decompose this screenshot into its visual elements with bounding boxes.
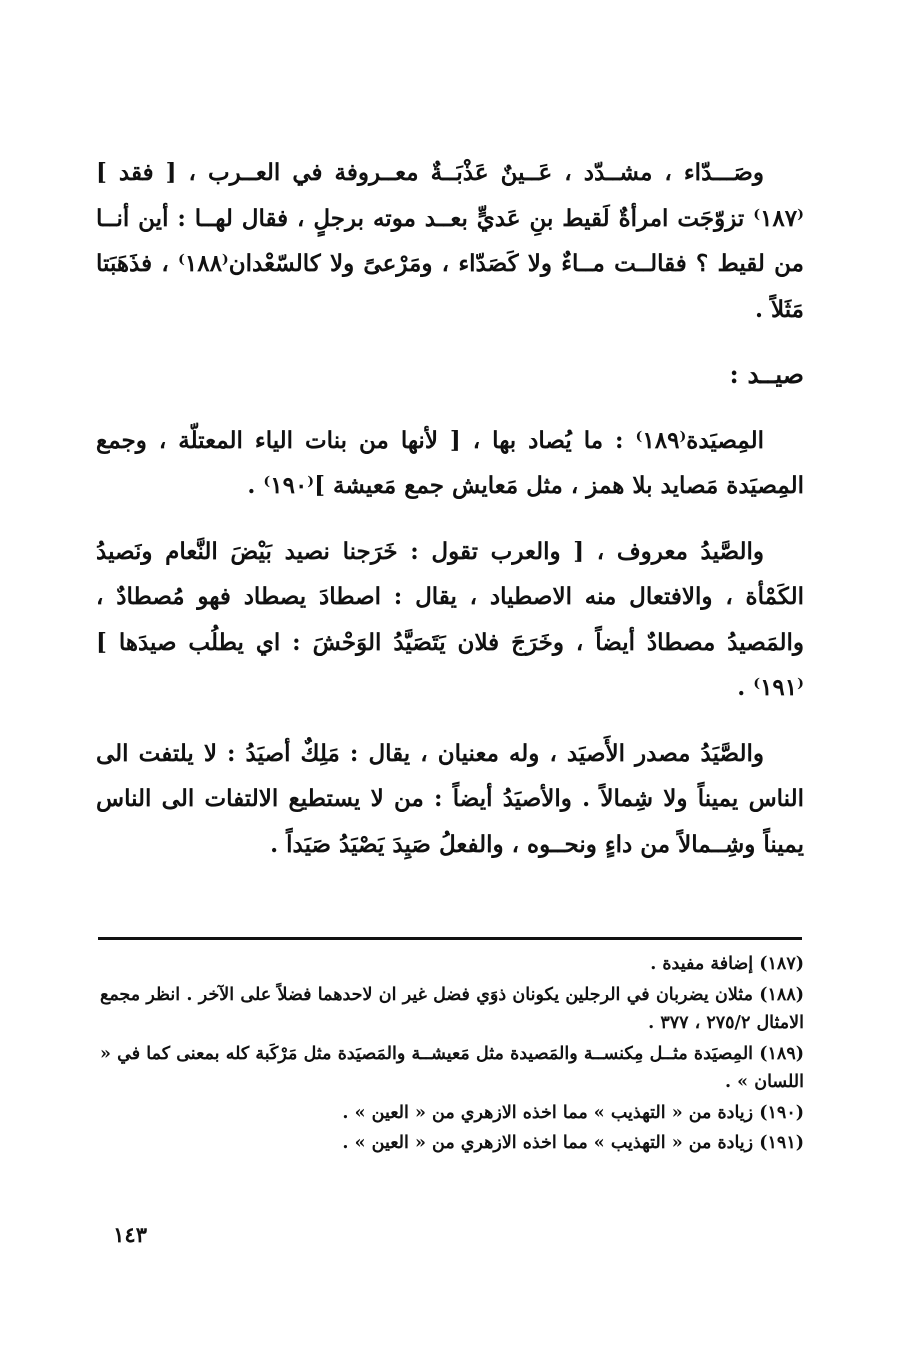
main-text	[96, 150, 804, 867]
paragraph-sayd: والصَّيدُ معروف ، [ والعرب تقول : خَرَجنا نصيد بَيْضَ النَّعام ونَصيدُ الكَمْأة ، والافتعال منه الاصطياد ، يقال : اصطادَ يصطاد فهو مُصطادٌ ، والمَصيدُ مصطادٌ أيضاً ، وخَرَجَ فلان يَتَصَيَّدُ الوَحْشَ : اي يطلُب صيدَها ]⁽١٩١⁾ .	[96, 537, 804, 701]
footnote-189: (١٨٩) المِصيَدة مثــل مِكنســة والمَصيدة مثل مَعيشــة والمَصيَدة مثل مَرْكَبة كله بمعنى كما في « اللسان » .	[100, 1043, 804, 1092]
paragraph-sayad: والصَّيَدُ مصدر الأَصيَد ، وله معنيان ، يقال : مَلِكٌ أصيَدُ : لا يلتفت الى الناس يميناً ولا شِمالاً . والأصيَدُ أيضاً : من لا يستطيع الالتفات الى الناس يميناً وشِــمالاً من داءٍ ونحــوه ، والفعلُ صَيِدَ يَصْيَدُ صَيَداً .	[96, 739, 804, 858]
paragraph-misyada: المِصيَدة⁽١٨٩⁾ : ما يُصاد بها ، [ لأنها من بنات الياء المعتلّة ، وجمع المِصيَدة مَصايد بلا همز ، مثل مَعايش جمع مَعيشة ]⁽١٩٠⁾ .	[96, 426, 804, 499]
footnote-divider	[98, 937, 802, 940]
footnote-191: (١٩١) زيادة من « التهذيب » مما اخذه الازهري من « العين » .	[342, 1133, 804, 1153]
page-number: ١٤٣	[113, 1222, 147, 1247]
footnote-188: (١٨٨) مثلان يضربان في الرجلين يكونان ذوَي فضل غير ان لاحدهما فضلاً على الآخر . انظر مجمع الامثال ٢٧٥/٢ ، ٣٧٧ .	[100, 984, 804, 1033]
footnotes	[100, 950, 804, 1160]
entry-heading: صيــد :	[729, 360, 804, 389]
footnote-187: (١٨٧) إضافة مفيدة .	[650, 954, 804, 974]
footnote-190: (١٩٠) زيادة من « التهذيب » مما اخذه الازهري من « العين » .	[342, 1102, 804, 1123]
paragraph-saddaa: وصَـــدّاء ، مشــدّد ، عَــينٌ عَذْبَــةٌ معــروفة في العــرب ، [ فقد ]⁽١٨٧⁾ تزوّجَت امرأةٌ لَقيط بنِ عَديٍّ بعــد موته برجلٍ ، فقال لهــا : أين أنــا من لقيط ؟ فقالــت مــاءٌ ولا كَصَدّاء ، ومَرْعىً ولا كالسّعْدان⁽١٨٨⁾ ، فذَهَبَتا مَثَلاً .	[96, 159, 804, 323]
